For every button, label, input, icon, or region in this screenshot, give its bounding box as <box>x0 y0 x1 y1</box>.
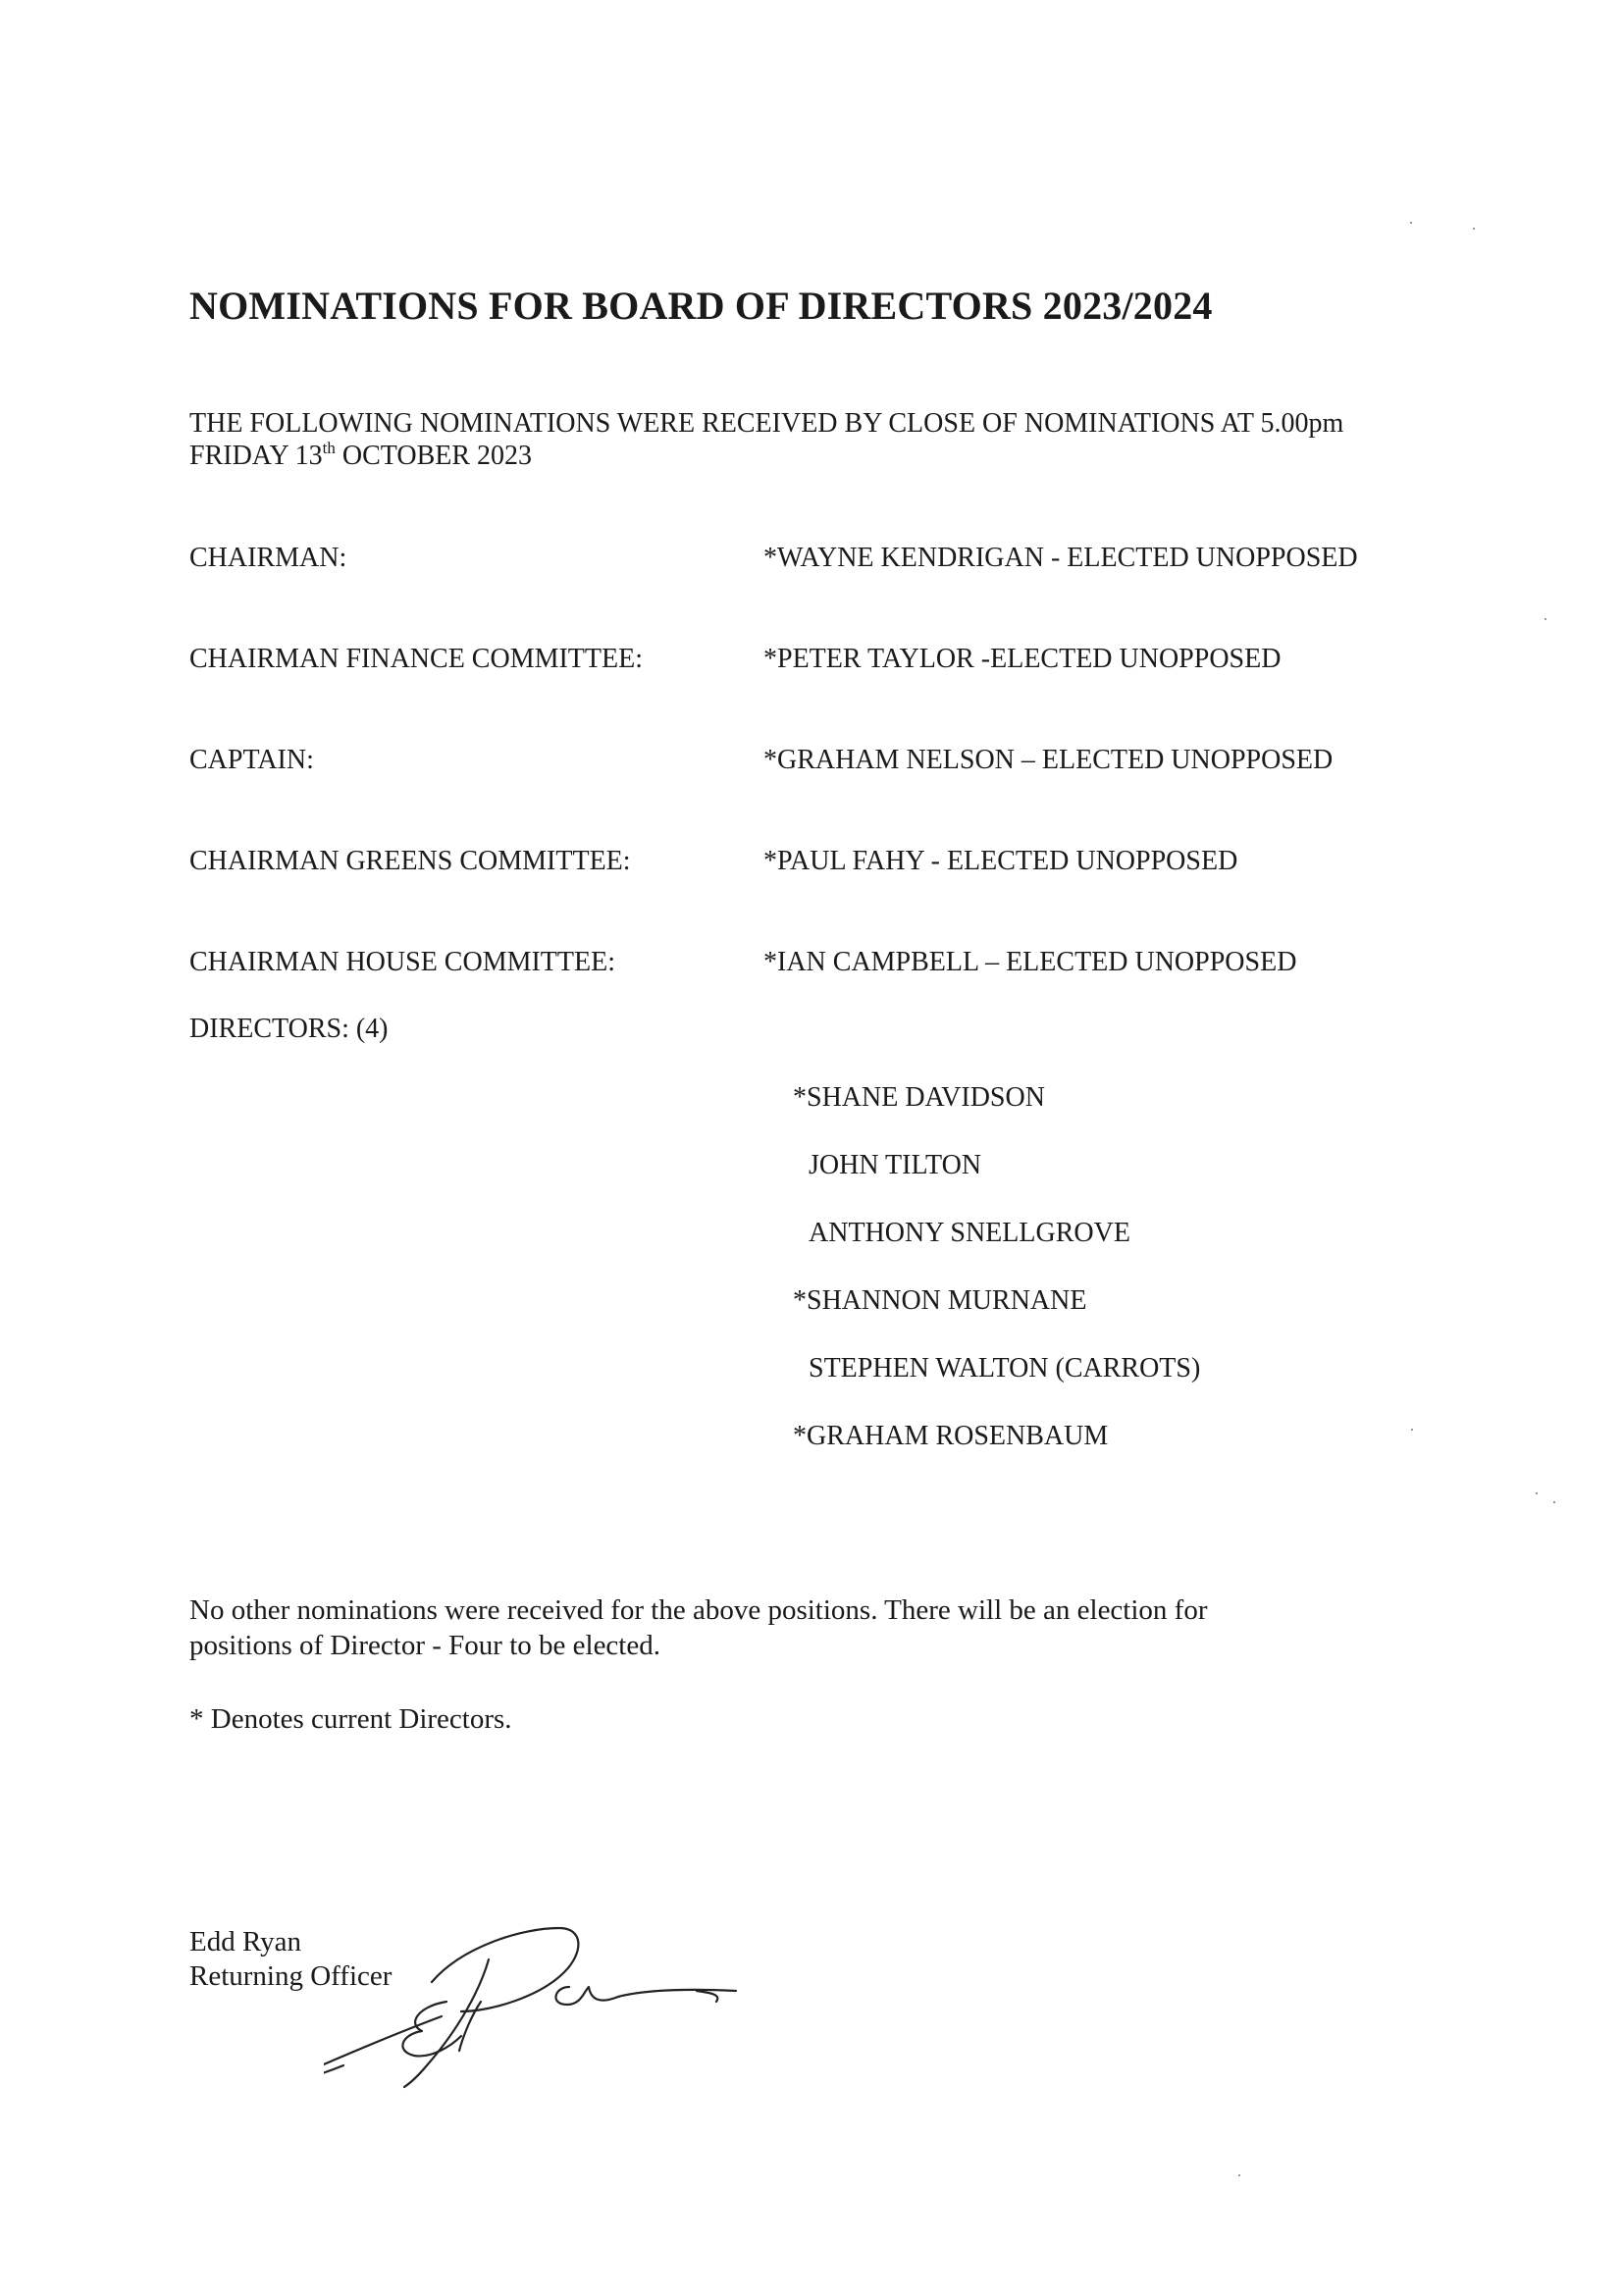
asterisk-legend: * Denotes current Directors. <box>189 1703 512 1735</box>
director-nominee: *GRAHAM ROSENBAUM <box>793 1421 1109 1451</box>
signer-role: Returning Officer <box>189 1960 393 1992</box>
scan-speck <box>1411 1429 1413 1431</box>
intro-line-1: THE FOLLOWING NOMINATIONS WERE RECEIVED BY CLOSE OF NOMINATIONS AT 5.00pm <box>189 408 1344 439</box>
intro-line-2 <box>189 440 1343 472</box>
signer-name: Edd Ryan <box>189 1926 302 1957</box>
position-role-captain: CAPTAIN: <box>189 745 314 775</box>
election-note-line-1: No other nominations were received for the above positions. There will be an election for <box>189 1594 1208 1626</box>
scan-speck <box>1238 2174 1240 2176</box>
position-holder-house: *IAN CAMPBELL – ELECTED UNOPPOSED <box>763 947 1297 977</box>
position-role-greens: CHAIRMAN GREENS COMMITTEE: <box>189 846 631 876</box>
election-note-line-2: positions of Director - Four to be elected. <box>189 1630 660 1661</box>
scan-speck <box>1536 1492 1538 1494</box>
director-nominee: STEPHEN WALTON (CARROTS) <box>809 1353 1201 1383</box>
scan-speck <box>1473 228 1475 230</box>
director-nominee: ANTHONY SNELLGROVE <box>809 1218 1130 1248</box>
position-role-chairman: CHAIRMAN: <box>189 543 347 573</box>
directors-label: DIRECTORS: (4) <box>189 1014 389 1044</box>
position-holder-captain: *GRAHAM NELSON – ELECTED UNOPPOSED <box>763 745 1334 775</box>
scan-speck <box>1410 222 1412 224</box>
position-holder-greens: *PAUL FAHY - ELECTED UNOPPOSED <box>763 846 1238 876</box>
director-nominee: JOHN TILTON <box>809 1150 982 1180</box>
election-note <box>189 1592 1208 1663</box>
intro-date-prefix: FRIDAY 13 <box>189 441 323 471</box>
director-nominee: *SHANE DAVIDSON <box>793 1082 1045 1113</box>
scan-speck <box>1544 618 1546 620</box>
position-role-finance: CHAIRMAN FINANCE COMMITTEE: <box>189 644 643 674</box>
handwritten-signature <box>324 1908 814 2105</box>
position-role-house: CHAIRMAN HOUSE COMMITTEE: <box>189 947 615 977</box>
scan-speck <box>1553 1501 1555 1503</box>
position-holder-finance: *PETER TAYLOR -ELECTED UNOPPOSED <box>763 644 1282 674</box>
intro-date-suffix: OCTOBER 2023 <box>335 441 533 471</box>
intro-date-ordinal: th <box>322 439 336 457</box>
position-holder-chairman: *WAYNE KENDRIGAN - ELECTED UNOPPOSED <box>763 543 1358 573</box>
director-nominee: *SHANNON MURNANE <box>793 1285 1087 1316</box>
nominations-intro <box>189 407 1343 472</box>
document-title: NOMINATIONS FOR BOARD OF DIRECTORS 2023/2024 <box>189 284 1213 328</box>
